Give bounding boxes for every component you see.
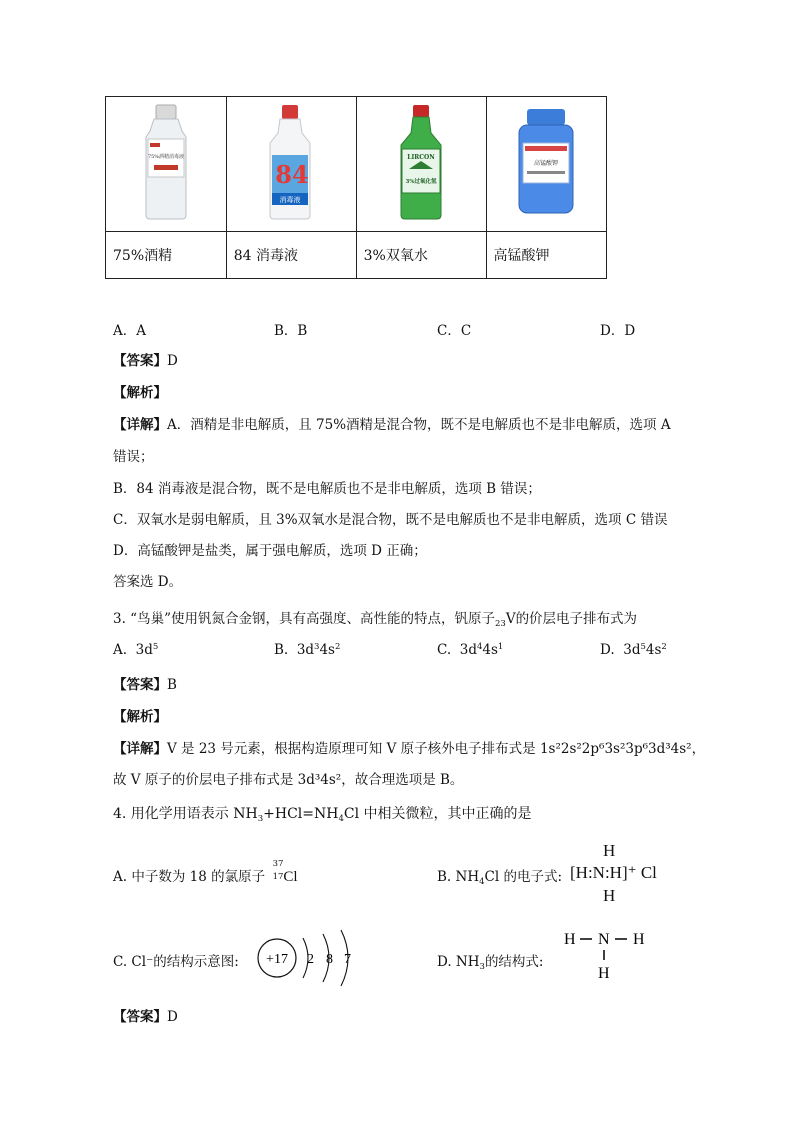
product-cell-84 [226,97,356,232]
nh4-bottom-h: H [603,886,616,905]
q2-detail-line-6: 答案选 D。 [113,574,183,590]
shell-electrons: 7 [344,952,351,967]
answer-tag: 【答案】 [113,353,167,369]
product-label: 3%双氧水 [356,232,486,279]
q3-option-b: B. $3d^34s^2$ [274,642,341,658]
q3-atomic-number: 23 [494,619,506,629]
detail-text: V 是 23 号元素，根据构造原理可知 V 原子核外电子排布式是 [167,741,540,757]
atom-n: N [598,931,610,948]
q3-stem [113,607,637,629]
product-cell-peroxide [356,97,486,232]
mass-number: 37 [272,859,284,869]
peroxide-brand: LIRCON [407,154,435,161]
q4-option-c: C. Cl⁻的结构示意图: [113,954,239,970]
peroxide-bottle-icon [393,103,449,221]
q3-option-a: A. $3d^5$ [113,642,159,658]
bleach-bottle-sub: 消毒液 [279,196,301,204]
nucleus-charge: +17 [266,952,288,967]
shell-electrons: 2 [307,952,314,967]
q4-option-b: B. $NH_4Cl$ 的电子式: [437,869,563,887]
element-symbol: Cl [283,869,298,885]
q3-stem-text: 的价层电子排布式为 [515,611,638,627]
q2-answer [113,349,178,369]
atom-h: H [564,931,576,948]
alcohol-bottle-icon [136,103,196,221]
atom-h: H [598,965,610,982]
isotope-notation [269,859,284,885]
detail-tag: 【详解】 [113,417,167,433]
alcohol-bottle-text: 75%酒精消毒液 [147,154,184,160]
product-cell-alcohol [106,97,227,232]
q2-option-d: D．D [600,323,636,339]
answer-tag: 【答案】 [113,1009,167,1025]
q2-option-b: B．B [274,323,308,339]
q4-stem: 4. 用化学用语表示 $NH_3+HCl=NH_4Cl$ 中相关微粒，其中正确的是 [113,806,532,824]
option-text: A. 中子数为 18 的氯原子 [113,869,266,885]
product-cell-kmno4 [486,97,607,232]
nh3-structural-formula [560,928,654,984]
cl-ion-structure-diagram [255,926,365,988]
answer-value: D [167,353,178,369]
q4-option-d: D. $NH_3$的结构式: [437,954,544,972]
q3-detail-line-2: 故 V 原子的价层电子排布式是 3d³4s²，故合理选项是 B。 [113,772,464,788]
q3-stem-text: 3. “鸟巢”使用钒氮合金钢，具有高强度、高性能的特点，钒原子 [113,611,495,627]
bleach-bottle-icon [266,103,316,221]
product-label: 75%酒精 [106,232,227,279]
answer-tag: 【答案】 [113,677,167,693]
q2-option-a: A．A [113,323,146,339]
q2-analysis-tag: 【解析】 [113,385,167,401]
q2-detail-line-4: C．双氧水是弱电解质，且 3%双氧水是混合物，既不是电解质也不是非电解质，选项 C 错误 [113,512,668,528]
shell-electrons: 8 [326,952,333,967]
q3-analysis-tag: 【解析】 [113,709,167,725]
product-label: 高锰酸钾 [486,232,607,279]
detail-tag: 【详解】 [113,741,167,757]
nh4-top-h: H [603,841,616,860]
q3-option-d: D. $3d^54s^2$ [600,642,667,658]
nh4cl-electron-formula: [H:N:H]⁺ Cl [570,863,657,882]
bleach-bottle-number: 84 [275,160,309,189]
reagent-jar-icon [513,107,579,217]
q3-element-symbol: V [505,611,516,627]
answer-value: D [167,1009,178,1025]
q4-option-a [113,859,298,886]
peroxide-bottle-text: 3%过氧化氢 [405,179,437,185]
reagent-jar-text: 高锰酸钾 [534,160,559,167]
q3-detail-line-1 [113,737,705,757]
product-table [105,96,607,279]
atomic-number: 17 [272,872,284,882]
q4-answer [113,1005,178,1025]
q2-option-c: C．C [437,323,472,339]
detail-text: A．酒精是非电解质，且 75%酒精是混合物，既不是电解质也不是非电解质，选项 A [167,417,671,433]
q2-detail-line-1 [113,413,671,433]
q3-option-c: C. $3d^44s^1$ [437,642,504,658]
q2-detail-line-5: D．高锰酸钾是盐类，属于强电解质，选项 D 正确； [113,543,427,559]
product-label: 84 消毒液 [226,232,356,279]
q2-detail-line-2: 错误； [113,449,154,465]
q3-answer [113,673,177,693]
atom-h: H [633,931,645,948]
q2-detail-line-3: B．84 消毒液是混合物，既不是电解质也不是非电解质，选项 B 错误； [113,481,541,497]
electron-config: 1s²2s²2p⁶3s²3p⁶3d³4s²， [539,741,706,757]
answer-value: B [167,677,177,693]
